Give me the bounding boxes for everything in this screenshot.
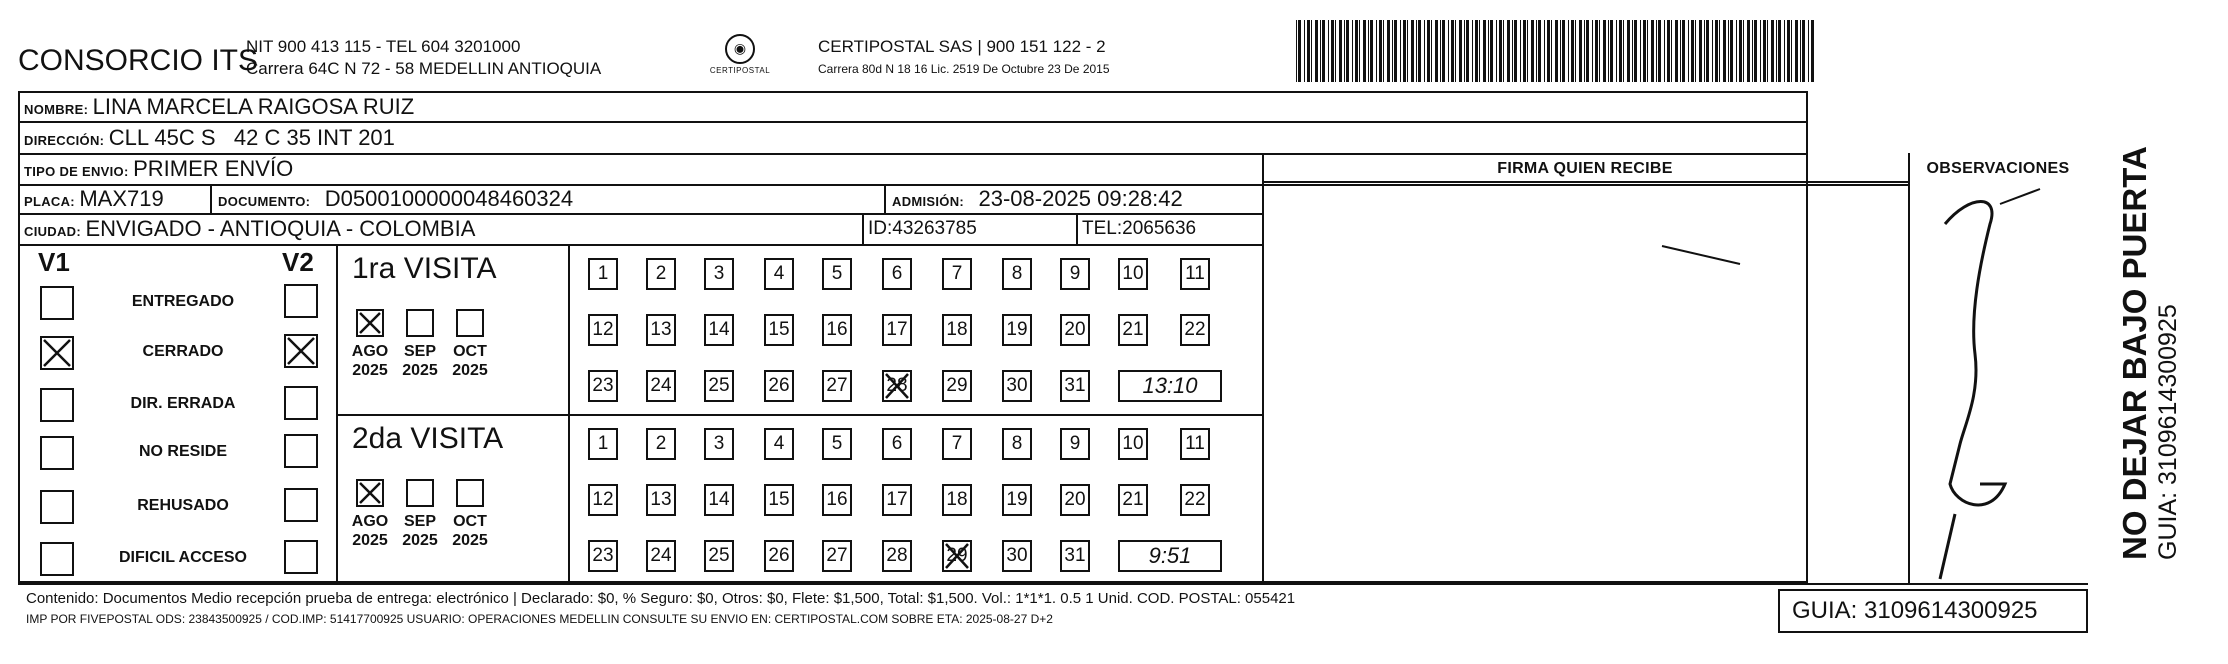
barcode-bar	[1392, 20, 1393, 82]
tipo-row	[24, 156, 293, 182]
v1-checkbox[interactable]	[40, 436, 74, 470]
day-box[interactable]: 19	[1002, 314, 1032, 346]
day-box[interactable]: 2	[646, 428, 676, 460]
barcode-bar	[1575, 20, 1576, 82]
ciudad-row	[24, 216, 475, 242]
barcode-bar	[1383, 20, 1384, 82]
day-box[interactable]: 16	[822, 484, 852, 516]
barcode-bar	[1431, 20, 1432, 82]
month-label: SEP 2025	[402, 343, 438, 379]
barcode-bar	[1627, 20, 1630, 82]
barcode-bar	[1736, 20, 1737, 82]
footer-imp: IMP POR FIVEPOSTAL ODS: 23843500925 / COD.IMP: 51417700925 USUARIO: OPERACIONES MEDELLIN CONSULTE SU ENVIO EN: CERTIPOSTAL.COM SOBRE ETA: 2025-08-27 D+2	[26, 612, 1053, 626]
barcode-bar	[1682, 20, 1685, 82]
barcode-bar	[1296, 20, 1297, 82]
day-box[interactable]: 27	[822, 540, 852, 572]
v2-checkbox[interactable]	[284, 334, 318, 368]
barcode-bar	[1603, 20, 1606, 82]
barcode-bar	[1754, 20, 1757, 82]
direccion-label: DIRECCIÓN:	[24, 133, 105, 148]
barcode-bar	[1427, 20, 1430, 82]
barcode-bar	[1584, 20, 1585, 82]
side-guia-text: GUIA: 3109614300925	[2154, 304, 2182, 560]
barcode-bar	[1592, 20, 1593, 82]
certi-line1: CERTIPOSTAL SAS | 900 151 122 - 2	[818, 37, 1106, 56]
check-x-icon	[42, 338, 72, 368]
ciudad-value: ENVIGADO - ANTIOQUIA - COLOMBIA	[85, 216, 476, 241]
day-box[interactable]: 23	[588, 370, 618, 402]
barcode-bar	[1568, 20, 1569, 82]
barcode-bar	[1671, 20, 1672, 82]
firma-label: FIRMA QUIEN RECIBE	[1497, 160, 1673, 177]
guia-number: GUIA: 3109614300925	[1778, 589, 2088, 633]
day-box[interactable]: 5	[822, 428, 852, 460]
status-label: NO RESIDE	[138, 443, 227, 460]
barcode-bar	[1424, 20, 1425, 82]
v2-checkbox[interactable]	[284, 488, 318, 522]
barcode-bar	[1376, 20, 1377, 82]
day-box[interactable]: 24	[646, 370, 676, 402]
barcode-bar	[1442, 20, 1445, 82]
day-box[interactable]: 25	[704, 370, 734, 402]
barcode-bar	[1403, 20, 1406, 82]
barcode-bar	[1610, 20, 1613, 82]
barcode-bar	[1787, 20, 1790, 82]
tel-value: 2065636	[1122, 218, 1197, 239]
nombre-label: NOMBRE:	[24, 102, 89, 117]
day-box[interactable]: 8	[1002, 258, 1032, 290]
barcode-bar	[1311, 20, 1312, 82]
month-checkbox[interactable]	[356, 309, 384, 337]
ciudad-label: CIUDAD:	[24, 224, 81, 239]
day-box[interactable]: 16	[822, 314, 852, 346]
signature-area[interactable]	[1262, 184, 1908, 583]
barcode-bar	[1538, 20, 1541, 82]
footer-contents: Contenido: Documentos Medio recepción prueba de entrega: electrónico | Declarado: $0, % Seguro: $0, Otros: $0, Flete: $1,500, Total: $1,500. Vol.: 1*1*1. 0.5 1 Unid. COD. POSTAL: 055421	[26, 590, 1296, 607]
direccion-row	[24, 125, 395, 151]
barcode-bar	[1728, 20, 1729, 82]
day-box[interactable]: 18	[942, 314, 972, 346]
no-dejar-text: NO DEJAR BAJO PUERTA	[2116, 146, 2153, 560]
barcode-bar	[1379, 20, 1382, 82]
divider	[1806, 91, 1808, 153]
v1-checkbox[interactable]	[40, 336, 74, 370]
day-box[interactable]: 10	[1118, 258, 1148, 290]
barcode-bar	[1536, 20, 1537, 82]
check-x-icon	[944, 542, 970, 570]
barcode-bar	[1320, 20, 1321, 82]
day-box[interactable]: 21	[1118, 484, 1148, 516]
barcode-bar	[1459, 20, 1462, 82]
barcode-bar	[1551, 20, 1552, 82]
divider	[18, 244, 1262, 246]
tipo-value: PRIMER ENVÍO	[133, 156, 294, 181]
day-box[interactable]: 28	[882, 370, 912, 402]
status-label: CERRADO	[142, 343, 224, 360]
barcode-bar	[1555, 20, 1558, 82]
barcode-bar	[1691, 20, 1694, 82]
nombre-value: LINA MARCELA RAIGOSA RUIZ	[92, 94, 415, 119]
v1-checkbox[interactable]	[40, 542, 74, 576]
month-label: SEP 2025	[402, 513, 438, 549]
day-box[interactable]: 31	[1060, 370, 1090, 402]
barcode-bar	[1632, 20, 1633, 82]
barcode-bar	[1763, 20, 1766, 82]
barcode-bar	[1370, 20, 1373, 82]
day-box[interactable]: 22	[1180, 484, 1210, 516]
check-x-icon	[286, 336, 316, 366]
barcode-bar	[1680, 20, 1681, 82]
barcode-bar	[1339, 20, 1342, 82]
barcode-bar	[1795, 20, 1798, 82]
barcode-bar	[1435, 20, 1438, 82]
barcode-bar	[1658, 20, 1661, 82]
month-checkbox[interactable]	[456, 309, 484, 337]
divider	[1076, 213, 1078, 244]
barcode-bar	[1496, 20, 1497, 82]
v2-checkbox[interactable]	[284, 284, 318, 318]
day-box[interactable]: 4	[764, 258, 794, 290]
day-box[interactable]: 30	[1002, 370, 1032, 402]
day-box[interactable]: 9	[1060, 428, 1090, 460]
side-notice	[2090, 90, 2200, 560]
nit-line: NIT 900 413 115 - TEL 604 3201000	[246, 37, 521, 56]
v2-header: V2	[282, 247, 314, 277]
day-box[interactable]: 13	[646, 314, 676, 346]
month-label: AGO 2025	[351, 343, 389, 379]
barcode-bar	[1407, 20, 1408, 82]
day-box[interactable]: 15	[764, 484, 794, 516]
barcode-bar	[1451, 20, 1454, 82]
v1-checkbox[interactable]	[40, 286, 74, 320]
divider	[18, 583, 2088, 585]
documento-label: DOCUMENTO:	[218, 194, 311, 209]
barcode-bar	[1771, 20, 1774, 82]
id-label: ID:	[868, 218, 893, 239]
barcode-bar	[1475, 20, 1478, 82]
day-box[interactable]: 11	[1180, 258, 1210, 290]
day-box[interactable]: 20	[1060, 314, 1090, 346]
day-box[interactable]: 30	[1002, 540, 1032, 572]
status-label: REHUSADO	[137, 497, 229, 514]
barcode-bar	[1647, 20, 1648, 82]
barcode-bar	[1418, 20, 1421, 82]
barcode-bar	[1802, 20, 1805, 82]
barcode-bar	[1616, 20, 1617, 82]
day-box[interactable]: 26	[764, 540, 794, 572]
id-row	[868, 218, 977, 240]
check-x-icon	[358, 481, 382, 505]
day-box[interactable]: 29	[942, 540, 972, 572]
logo-icon: ◉	[725, 34, 755, 64]
visit-time: 13:10	[1118, 370, 1222, 402]
barcode-bar	[1531, 20, 1534, 82]
day-box[interactable]: 1	[588, 428, 618, 460]
documento-row	[218, 186, 573, 212]
divider	[18, 121, 1808, 123]
documento-value: D0500100000048460324	[324, 186, 574, 211]
check-x-icon	[358, 311, 382, 335]
barcode-bar	[1695, 20, 1696, 82]
month-checkbox[interactable]	[406, 309, 434, 337]
barcode-bar	[1704, 20, 1705, 82]
day-box[interactable]: 12	[588, 314, 618, 346]
barcode-bar	[1472, 20, 1473, 82]
barcode-bar	[1776, 20, 1777, 82]
barcode-bar	[1760, 20, 1761, 82]
day-box[interactable]: 14	[704, 484, 734, 516]
divider	[862, 213, 864, 244]
barcode-bar	[1503, 20, 1504, 82]
v1-checkbox[interactable]	[40, 490, 74, 524]
tel-row	[1082, 218, 1196, 240]
day-box[interactable]: 24	[646, 540, 676, 572]
barcode-bar	[1368, 20, 1369, 82]
status-label: ENTREGADO	[131, 293, 235, 310]
month-checkbox[interactable]	[406, 479, 434, 507]
barcode-bar	[1675, 20, 1678, 82]
barcode-bar	[1719, 20, 1720, 82]
divider	[1262, 181, 1910, 183]
barcode-bar	[1706, 20, 1709, 82]
barcode-bar	[1791, 20, 1792, 82]
barcode-bar	[1634, 20, 1637, 82]
barcode-bar	[1664, 20, 1665, 82]
observaciones-signature	[1910, 184, 2088, 583]
certipostal-info	[818, 36, 1110, 80]
certipostal-logo	[705, 34, 775, 78]
id-value: 43263785	[892, 218, 977, 239]
day-box[interactable]: 20	[1060, 484, 1090, 516]
barcode-bar	[1562, 20, 1565, 82]
barcode-bar	[1479, 20, 1480, 82]
month-checkbox[interactable]	[456, 479, 484, 507]
barcode-bar	[1352, 20, 1353, 82]
v1-header: V1	[38, 247, 70, 277]
observaciones-label: OBSERVACIONES	[1926, 160, 2070, 177]
barcode-bar	[1400, 20, 1401, 82]
barcode-bar	[1520, 20, 1521, 82]
barcode-bar	[1488, 20, 1489, 82]
barcode-bar	[1363, 20, 1366, 82]
day-box[interactable]: 23	[588, 540, 618, 572]
barcode-bar	[1355, 20, 1358, 82]
day-box[interactable]: 3	[704, 258, 734, 290]
month-label: OCT 2025	[452, 513, 488, 549]
barcode-bar	[1715, 20, 1718, 82]
day-box[interactable]: 28	[882, 540, 912, 572]
barcode-bar	[1346, 20, 1349, 82]
day-box[interactable]: 6	[882, 428, 912, 460]
barcode-bar	[1643, 20, 1646, 82]
barcode-bar	[1544, 20, 1545, 82]
day-box[interactable]: 31	[1060, 540, 1090, 572]
barcode-bar	[1416, 20, 1417, 82]
barcode-bar	[1483, 20, 1486, 82]
day-box[interactable]: 6	[882, 258, 912, 290]
placa-row	[24, 186, 164, 212]
day-box[interactable]: 7	[942, 428, 972, 460]
barcode-bar	[1298, 20, 1301, 82]
day-box[interactable]: 9	[1060, 258, 1090, 290]
visit-title: 2da VISITA	[352, 422, 504, 455]
day-box[interactable]: 12	[588, 484, 618, 516]
barcode-bar	[1527, 20, 1528, 82]
day-box[interactable]: 27	[822, 370, 852, 402]
day-box[interactable]: 2	[646, 258, 676, 290]
v1-checkbox[interactable]	[40, 388, 74, 422]
status-label: DIFICIL ACCESO	[118, 549, 247, 566]
barcode-bar	[1767, 20, 1768, 82]
barcode-bar	[1743, 20, 1744, 82]
day-box[interactable]: 13	[646, 484, 676, 516]
month-label: OCT 2025	[452, 343, 488, 379]
barcode-bar	[1699, 20, 1702, 82]
admision-value: 23-08-2025 09:28:42	[978, 186, 1183, 211]
barcode-bar	[1387, 20, 1390, 82]
direccion-value: CLL 45C S 42 C 35 INT 201	[108, 125, 395, 150]
barcode-bar	[1512, 20, 1513, 82]
address-line: Carrera 64C N 72 - 58 MEDELLIN ANTIOQUIA	[246, 59, 602, 78]
barcode-bar	[1778, 20, 1781, 82]
day-box[interactable]: 18	[942, 484, 972, 516]
barcode-bar	[1586, 20, 1589, 82]
barcode-bar	[1328, 20, 1329, 82]
barcode-bar	[1808, 20, 1809, 82]
barcode-bar	[1595, 20, 1598, 82]
barcode-bar	[1394, 20, 1397, 82]
barcode-bar	[1304, 20, 1305, 82]
tipo-label: TIPO DE ENVIO:	[24, 164, 129, 179]
barcode-bar	[1490, 20, 1493, 82]
month-label: AGO 2025	[351, 513, 389, 549]
v2-checkbox[interactable]	[284, 540, 318, 574]
barcode-bar	[1811, 20, 1814, 82]
day-box[interactable]: 4	[764, 428, 794, 460]
tel-label: TEL:	[1082, 218, 1123, 239]
divider	[884, 184, 886, 213]
nombre-row	[24, 94, 414, 120]
day-box[interactable]: 29	[942, 370, 972, 402]
month-checkbox[interactable]	[356, 479, 384, 507]
barcode-bar	[1523, 20, 1526, 82]
visit-time: 9:51	[1118, 540, 1222, 572]
day-box[interactable]: 19	[1002, 484, 1032, 516]
barcode-bar	[1752, 20, 1753, 82]
barcode-bar	[1712, 20, 1713, 82]
v2-checkbox[interactable]	[284, 386, 318, 420]
barcode-bar	[1571, 20, 1574, 82]
admision-row	[892, 186, 1183, 212]
barcode-bar	[1499, 20, 1502, 82]
day-box[interactable]: 5	[822, 258, 852, 290]
brand-name: CONSORCIO ITS	[18, 44, 259, 77]
barcode-bar	[1448, 20, 1449, 82]
barcode-bar	[1800, 20, 1801, 82]
barcode-bar	[1623, 20, 1624, 82]
barcode-bar	[1315, 20, 1318, 82]
day-box[interactable]: 10	[1118, 428, 1148, 460]
barcode-bar	[1723, 20, 1726, 82]
certi-line2: Carrera 80d N 18 16 Lic. 2519 De Octubre 23 De 2015	[818, 62, 1110, 76]
day-box[interactable]: 1	[588, 258, 618, 290]
divider	[568, 244, 570, 583]
barcode-bar	[1440, 20, 1441, 82]
day-box[interactable]: 8	[1002, 428, 1032, 460]
placa-label: PLACA:	[24, 194, 75, 209]
day-box[interactable]: 14	[704, 314, 734, 346]
day-box[interactable]: 26	[764, 370, 794, 402]
check-x-icon	[884, 372, 910, 400]
barcode-bar	[1640, 20, 1641, 82]
barcode-bar	[1784, 20, 1785, 82]
barcode-bar	[1464, 20, 1465, 82]
day-box[interactable]: 17	[882, 484, 912, 516]
barcode-bar	[1455, 20, 1456, 82]
barcode-bar	[1599, 20, 1600, 82]
logo-text: CERTIPOSTAL	[709, 66, 771, 75]
barcode-bar	[1739, 20, 1742, 82]
barcode-bar	[1331, 20, 1334, 82]
barcode-bar	[1411, 20, 1414, 82]
barcode-bar	[1651, 20, 1654, 82]
day-box[interactable]: 3	[704, 428, 734, 460]
barcode-bar	[1307, 20, 1310, 82]
divider	[18, 153, 1808, 155]
barcode-bar	[1322, 20, 1325, 82]
barcode-bar	[1344, 20, 1345, 82]
barcode-bar	[1514, 20, 1517, 82]
barcode-bar	[1560, 20, 1561, 82]
barcode	[1296, 20, 1816, 82]
placa-value: MAX719	[79, 186, 164, 211]
barcode-bar	[1466, 20, 1469, 82]
barcode-bar	[1359, 20, 1360, 82]
barcode-bar	[1608, 20, 1609, 82]
barcode-bar	[1619, 20, 1622, 82]
visit-title: 1ra VISITA	[352, 252, 497, 285]
day-box[interactable]: 21	[1118, 314, 1148, 346]
barcode-bar	[1667, 20, 1670, 82]
v2-checkbox[interactable]	[284, 434, 318, 468]
day-box[interactable]: 15	[764, 314, 794, 346]
day-box[interactable]: 17	[882, 314, 912, 346]
divider	[210, 184, 212, 213]
barcode-bar	[1747, 20, 1750, 82]
barcode-bar	[1730, 20, 1733, 82]
barcode-bar	[1579, 20, 1582, 82]
divider	[336, 414, 1262, 416]
barcode-bar	[1656, 20, 1657, 82]
barcode-bar	[1335, 20, 1336, 82]
day-box[interactable]: 7	[942, 258, 972, 290]
day-box[interactable]: 22	[1180, 314, 1210, 346]
day-box[interactable]: 25	[704, 540, 734, 572]
barcode-bar	[1547, 20, 1550, 82]
day-box[interactable]: 11	[1180, 428, 1210, 460]
divider	[336, 244, 338, 583]
barcode-bar	[1507, 20, 1510, 82]
barcode-bar	[1688, 20, 1689, 82]
company-info	[246, 36, 601, 80]
admision-label: ADMISIÓN:	[892, 194, 965, 209]
status-label: DIR. ERRADA	[130, 395, 236, 412]
